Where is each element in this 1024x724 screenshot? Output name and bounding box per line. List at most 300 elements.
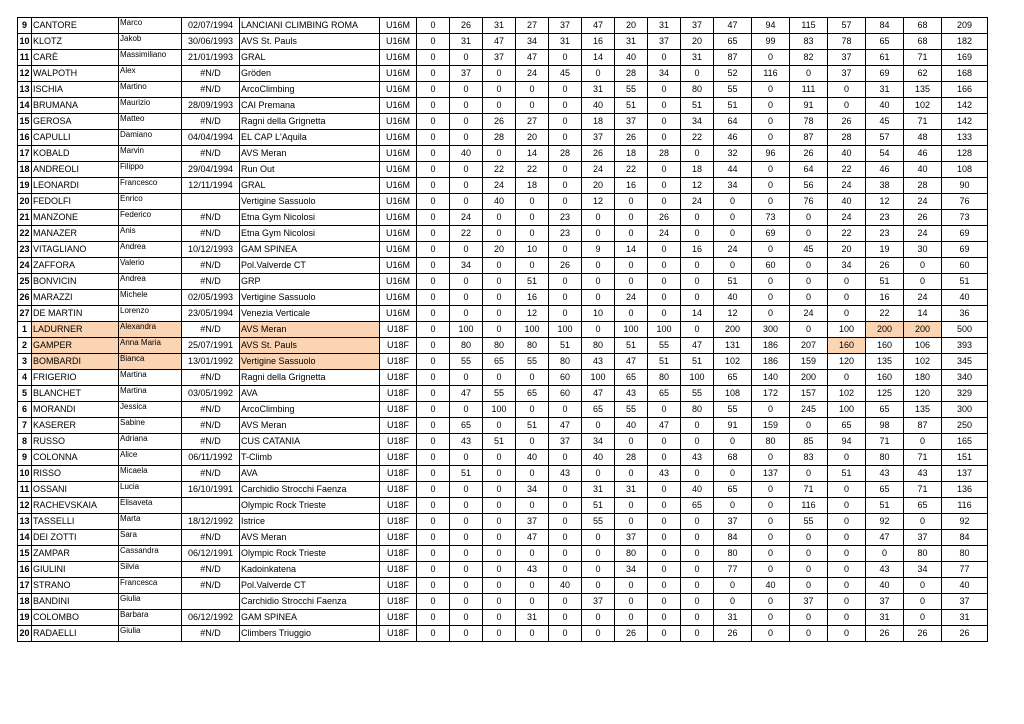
birthdate-cell: #N/D: [182, 146, 240, 162]
position-cell: 13: [18, 514, 32, 530]
total-cell: 500: [942, 322, 988, 338]
total-cell: 108: [942, 162, 988, 178]
score-cell: 40: [483, 194, 516, 210]
score-cell: 80: [752, 434, 790, 450]
score-cell: 0: [714, 578, 752, 594]
score-cell: 115: [790, 18, 828, 34]
score-cell: 0: [417, 50, 450, 66]
score-cell: 0: [483, 82, 516, 98]
score-cell: 23: [549, 210, 582, 226]
score-cell: 51: [483, 434, 516, 450]
position-cell: 14: [18, 98, 32, 114]
score-cell: 71: [904, 50, 942, 66]
score-cell: 37: [615, 530, 648, 546]
surname-cell: FEDOLFI: [32, 194, 119, 210]
score-cell: 0: [615, 594, 648, 610]
club-cell: Olympic Rock Trieste: [240, 546, 380, 562]
score-cell: 0: [615, 434, 648, 450]
birthdate-cell: #N/D: [182, 562, 240, 578]
score-cell: 65: [648, 386, 681, 402]
score-cell: 12: [866, 194, 904, 210]
score-cell: 28: [828, 130, 866, 146]
score-cell: 200: [714, 322, 752, 338]
score-cell: 0: [904, 514, 942, 530]
score-cell: 51: [648, 354, 681, 370]
category-cell: U18F: [380, 322, 417, 338]
position-cell: 19: [18, 178, 32, 194]
score-cell: 0: [417, 402, 450, 418]
score-cell: 37: [516, 514, 549, 530]
score-cell: 0: [549, 82, 582, 98]
first-name-cell: Marvin: [119, 146, 182, 162]
score-cell: 0: [904, 610, 942, 626]
score-cell: 87: [790, 130, 828, 146]
score-cell: 40: [615, 418, 648, 434]
club-cell: Vertigine Sassuolo: [240, 290, 380, 306]
score-cell: 0: [752, 450, 790, 466]
score-cell: 100: [828, 402, 866, 418]
category-cell: U18F: [380, 354, 417, 370]
score-cell: 0: [648, 274, 681, 290]
score-cell: 0: [714, 466, 752, 482]
score-cell: 80: [450, 338, 483, 354]
score-cell: 40: [904, 162, 942, 178]
score-cell: 0: [752, 306, 790, 322]
position-cell: 10: [18, 466, 32, 482]
total-cell: 329: [942, 386, 988, 402]
score-cell: 0: [828, 498, 866, 514]
first-name-cell: Marta: [119, 514, 182, 530]
score-cell: 83: [790, 34, 828, 50]
score-cell: 0: [828, 546, 866, 562]
table-row: [18, 386, 988, 402]
surname-cell: MANZONE: [32, 210, 119, 226]
score-cell: 87: [714, 50, 752, 66]
score-cell: 23: [549, 226, 582, 242]
score-cell: 0: [450, 290, 483, 306]
birthdate-cell: #N/D: [182, 274, 240, 290]
score-cell: 57: [828, 18, 866, 34]
table-row: [18, 434, 988, 450]
score-cell: 200: [904, 322, 942, 338]
first-name-cell: Lorenzo: [119, 306, 182, 322]
table-row: [18, 50, 988, 66]
surname-cell: KOBALD: [32, 146, 119, 162]
score-cell: 0: [681, 322, 714, 338]
score-cell: 0: [417, 178, 450, 194]
surname-cell: TASSELLI: [32, 514, 119, 530]
first-name-cell: Anis: [119, 226, 182, 242]
score-cell: 51: [714, 98, 752, 114]
score-cell: 26: [866, 626, 904, 642]
total-cell: 169: [942, 50, 988, 66]
score-cell: 51: [714, 274, 752, 290]
position-cell: 12: [18, 498, 32, 514]
score-cell: 0: [752, 290, 790, 306]
score-cell: 0: [681, 610, 714, 626]
score-cell: 135: [904, 402, 942, 418]
score-cell: 137: [752, 466, 790, 482]
score-cell: 0: [417, 258, 450, 274]
score-cell: 0: [615, 498, 648, 514]
table-row: [18, 226, 988, 242]
score-cell: 43: [450, 434, 483, 450]
score-cell: 0: [450, 306, 483, 322]
club-cell: Kadoinkatena: [240, 562, 380, 578]
score-cell: 0: [828, 594, 866, 610]
score-cell: 22: [516, 162, 549, 178]
surname-cell: RACHEVSKAIA: [32, 498, 119, 514]
table-row: [18, 498, 988, 514]
score-cell: 65: [516, 386, 549, 402]
total-cell: 209: [942, 18, 988, 34]
club-cell: Etna Gym Nicolosi: [240, 226, 380, 242]
score-cell: 0: [516, 98, 549, 114]
score-cell: 0: [417, 306, 450, 322]
score-cell: 0: [450, 82, 483, 98]
score-cell: 116: [752, 66, 790, 82]
score-cell: 0: [417, 498, 450, 514]
score-cell: 102: [714, 354, 752, 370]
total-cell: 69: [942, 242, 988, 258]
first-name-cell: Martino: [119, 82, 182, 98]
score-cell: 0: [828, 578, 866, 594]
score-cell: 0: [582, 530, 615, 546]
category-cell: U18F: [380, 386, 417, 402]
table-row: [18, 18, 988, 34]
score-cell: 92: [866, 514, 904, 530]
score-cell: 37: [828, 50, 866, 66]
score-cell: 0: [790, 418, 828, 434]
score-cell: 0: [648, 594, 681, 610]
score-cell: 0: [828, 274, 866, 290]
score-cell: 0: [450, 498, 483, 514]
position-cell: 9: [18, 450, 32, 466]
position-cell: 7: [18, 418, 32, 434]
score-cell: 0: [615, 274, 648, 290]
score-cell: 80: [904, 546, 942, 562]
score-cell: 68: [904, 18, 942, 34]
score-cell: 24: [904, 194, 942, 210]
score-cell: 0: [549, 546, 582, 562]
score-cell: 80: [681, 82, 714, 98]
score-cell: 94: [828, 434, 866, 450]
table-row: [18, 34, 988, 50]
ranking-table-body: [18, 18, 988, 642]
table-row: [18, 66, 988, 82]
score-cell: 0: [582, 626, 615, 642]
score-cell: 0: [752, 178, 790, 194]
score-cell: 0: [450, 562, 483, 578]
score-cell: 31: [582, 482, 615, 498]
total-cell: 116: [942, 498, 988, 514]
score-cell: 40: [450, 146, 483, 162]
club-cell: Gröden: [240, 66, 380, 82]
first-name-cell: Federico: [119, 210, 182, 226]
score-cell: 84: [714, 530, 752, 546]
position-cell: 6: [18, 402, 32, 418]
score-cell: 0: [648, 626, 681, 642]
score-cell: 0: [681, 594, 714, 610]
first-name-cell: Lucia: [119, 482, 182, 498]
score-cell: 0: [450, 178, 483, 194]
score-cell: 26: [790, 146, 828, 162]
score-cell: 0: [582, 322, 615, 338]
score-cell: 47: [582, 386, 615, 402]
score-cell: 0: [516, 370, 549, 386]
score-cell: 0: [549, 482, 582, 498]
position-cell: 11: [18, 50, 32, 66]
total-cell: 137: [942, 466, 988, 482]
birthdate-cell: #N/D: [182, 322, 240, 338]
score-cell: 0: [790, 562, 828, 578]
first-name-cell: Giulia: [119, 594, 182, 610]
surname-cell: GEROSA: [32, 114, 119, 130]
score-cell: 0: [648, 450, 681, 466]
score-cell: 0: [483, 594, 516, 610]
score-cell: 24: [516, 66, 549, 82]
surname-cell: STRANO: [32, 578, 119, 594]
table-row: [18, 482, 988, 498]
table-row: [18, 162, 988, 178]
score-cell: 0: [417, 34, 450, 50]
score-cell: 55: [483, 386, 516, 402]
category-cell: U16M: [380, 290, 417, 306]
score-cell: 55: [714, 82, 752, 98]
score-cell: 0: [648, 482, 681, 498]
total-cell: 90: [942, 178, 988, 194]
club-cell: Climbers Triuggio: [240, 626, 380, 642]
score-cell: 0: [790, 578, 828, 594]
score-cell: 0: [417, 466, 450, 482]
score-cell: 51: [615, 98, 648, 114]
category-cell: U18F: [380, 466, 417, 482]
score-cell: 65: [714, 482, 752, 498]
score-cell: 0: [516, 258, 549, 274]
score-cell: 0: [648, 610, 681, 626]
club-cell: CUS CATANIA: [240, 434, 380, 450]
score-cell: 40: [615, 50, 648, 66]
score-cell: 47: [516, 530, 549, 546]
first-name-cell: Michele: [119, 290, 182, 306]
table-row: [18, 450, 988, 466]
score-cell: 52: [714, 66, 752, 82]
score-cell: 0: [417, 370, 450, 386]
score-cell: 55: [615, 402, 648, 418]
score-cell: 0: [483, 210, 516, 226]
surname-cell: CARÈ: [32, 50, 119, 66]
score-cell: 0: [549, 242, 582, 258]
birthdate-cell: #N/D: [182, 114, 240, 130]
score-cell: 12: [714, 306, 752, 322]
score-cell: 0: [450, 594, 483, 610]
total-cell: 40: [942, 290, 988, 306]
club-cell: AVS St. Pauls: [240, 338, 380, 354]
score-cell: 0: [450, 50, 483, 66]
score-cell: 0: [828, 290, 866, 306]
score-cell: 34: [582, 434, 615, 450]
position-cell: 1: [18, 322, 32, 338]
birthdate-cell: #N/D: [182, 258, 240, 274]
score-cell: 51: [866, 274, 904, 290]
score-cell: 14: [582, 50, 615, 66]
first-name-cell: Filippo: [119, 162, 182, 178]
first-name-cell: Barbara: [119, 610, 182, 626]
position-cell: 23: [18, 242, 32, 258]
score-cell: 0: [648, 258, 681, 274]
birthdate-cell: [182, 194, 240, 210]
score-cell: 0: [681, 418, 714, 434]
score-cell: 65: [483, 354, 516, 370]
score-cell: 40: [516, 450, 549, 466]
score-cell: 43: [648, 466, 681, 482]
score-cell: 0: [417, 450, 450, 466]
score-cell: 54: [866, 146, 904, 162]
position-cell: 26: [18, 290, 32, 306]
surname-cell: ANDREOLI: [32, 162, 119, 178]
total-cell: 300: [942, 402, 988, 418]
score-cell: 0: [516, 194, 549, 210]
score-cell: 0: [648, 194, 681, 210]
score-cell: 0: [648, 178, 681, 194]
score-cell: 55: [681, 386, 714, 402]
score-cell: 0: [615, 194, 648, 210]
score-cell: 0: [790, 610, 828, 626]
score-cell: 56: [790, 178, 828, 194]
table-row: [18, 258, 988, 274]
score-cell: 16: [516, 290, 549, 306]
score-cell: 0: [582, 578, 615, 594]
score-cell: 26: [866, 258, 904, 274]
score-cell: 0: [752, 162, 790, 178]
score-cell: 80: [582, 338, 615, 354]
score-cell: 37: [582, 594, 615, 610]
score-cell: 0: [417, 546, 450, 562]
position-cell: 2: [18, 338, 32, 354]
club-cell: Carchidio Strocchi Faenza: [240, 594, 380, 610]
score-cell: 0: [828, 530, 866, 546]
score-cell: 0: [549, 178, 582, 194]
surname-cell: GAMPER: [32, 338, 119, 354]
score-cell: 0: [450, 546, 483, 562]
score-cell: 0: [549, 530, 582, 546]
category-cell: U16M: [380, 66, 417, 82]
score-cell: 65: [866, 34, 904, 50]
score-cell: 51: [450, 466, 483, 482]
score-cell: 0: [516, 546, 549, 562]
first-name-cell: Giulia: [119, 626, 182, 642]
score-cell: 0: [483, 562, 516, 578]
score-cell: 0: [417, 194, 450, 210]
club-cell: Etna Gym Nicolosi: [240, 210, 380, 226]
score-cell: 84: [866, 18, 904, 34]
score-cell: 100: [516, 322, 549, 338]
score-cell: 26: [582, 146, 615, 162]
score-cell: 94: [752, 18, 790, 34]
score-cell: 0: [615, 210, 648, 226]
score-cell: 0: [417, 386, 450, 402]
score-cell: 27: [516, 18, 549, 34]
position-cell: 17: [18, 578, 32, 594]
category-cell: U18F: [380, 402, 417, 418]
first-name-cell: Martina: [119, 386, 182, 402]
total-cell: 31: [942, 610, 988, 626]
score-cell: 85: [790, 434, 828, 450]
score-cell: 31: [648, 18, 681, 34]
score-cell: 0: [752, 594, 790, 610]
score-cell: 65: [450, 418, 483, 434]
score-cell: 43: [681, 450, 714, 466]
first-name-cell: Cassandra: [119, 546, 182, 562]
first-name-cell: Francesca: [119, 578, 182, 594]
score-cell: 0: [450, 514, 483, 530]
score-cell: 51: [866, 498, 904, 514]
birthdate-cell: 29/04/1994: [182, 162, 240, 178]
score-cell: 77: [714, 562, 752, 578]
score-cell: 0: [615, 306, 648, 322]
score-cell: 0: [483, 626, 516, 642]
club-cell: Vertigine Sassuolo: [240, 354, 380, 370]
score-cell: 0: [648, 242, 681, 258]
score-cell: 0: [483, 466, 516, 482]
score-cell: 135: [904, 82, 942, 98]
score-cell: 0: [450, 626, 483, 642]
table-row: [18, 82, 988, 98]
score-cell: 0: [681, 226, 714, 242]
score-cell: 0: [483, 514, 516, 530]
score-cell: 0: [790, 258, 828, 274]
score-cell: 14: [615, 242, 648, 258]
score-cell: 0: [417, 82, 450, 98]
category-cell: U16M: [380, 274, 417, 290]
score-cell: 0: [417, 210, 450, 226]
birthdate-cell: 16/10/1991: [182, 482, 240, 498]
category-cell: U18F: [380, 546, 417, 562]
score-cell: 55: [615, 82, 648, 98]
score-cell: 0: [450, 114, 483, 130]
total-cell: 73: [942, 210, 988, 226]
score-cell: 102: [828, 386, 866, 402]
score-cell: 0: [582, 466, 615, 482]
first-name-cell: Valerio: [119, 258, 182, 274]
score-cell: 24: [790, 306, 828, 322]
club-cell: GRAL: [240, 50, 380, 66]
club-cell: AVA: [240, 466, 380, 482]
score-cell: 0: [549, 594, 582, 610]
score-cell: 0: [483, 258, 516, 274]
score-cell: 102: [904, 98, 942, 114]
position-cell: 18: [18, 162, 32, 178]
score-cell: 0: [752, 402, 790, 418]
score-cell: 65: [904, 498, 942, 514]
score-cell: 0: [450, 242, 483, 258]
score-cell: 0: [516, 402, 549, 418]
score-cell: 9: [582, 242, 615, 258]
position-cell: 24: [18, 258, 32, 274]
score-cell: 102: [904, 354, 942, 370]
surname-cell: ISCHIA: [32, 82, 119, 98]
score-cell: 43: [516, 562, 549, 578]
total-cell: 393: [942, 338, 988, 354]
score-cell: 0: [582, 418, 615, 434]
score-cell: 0: [549, 498, 582, 514]
score-cell: 20: [582, 178, 615, 194]
score-cell: 159: [790, 354, 828, 370]
score-cell: 40: [714, 290, 752, 306]
score-cell: 0: [828, 82, 866, 98]
score-cell: 0: [417, 338, 450, 354]
first-name-cell: Alexandra: [119, 322, 182, 338]
